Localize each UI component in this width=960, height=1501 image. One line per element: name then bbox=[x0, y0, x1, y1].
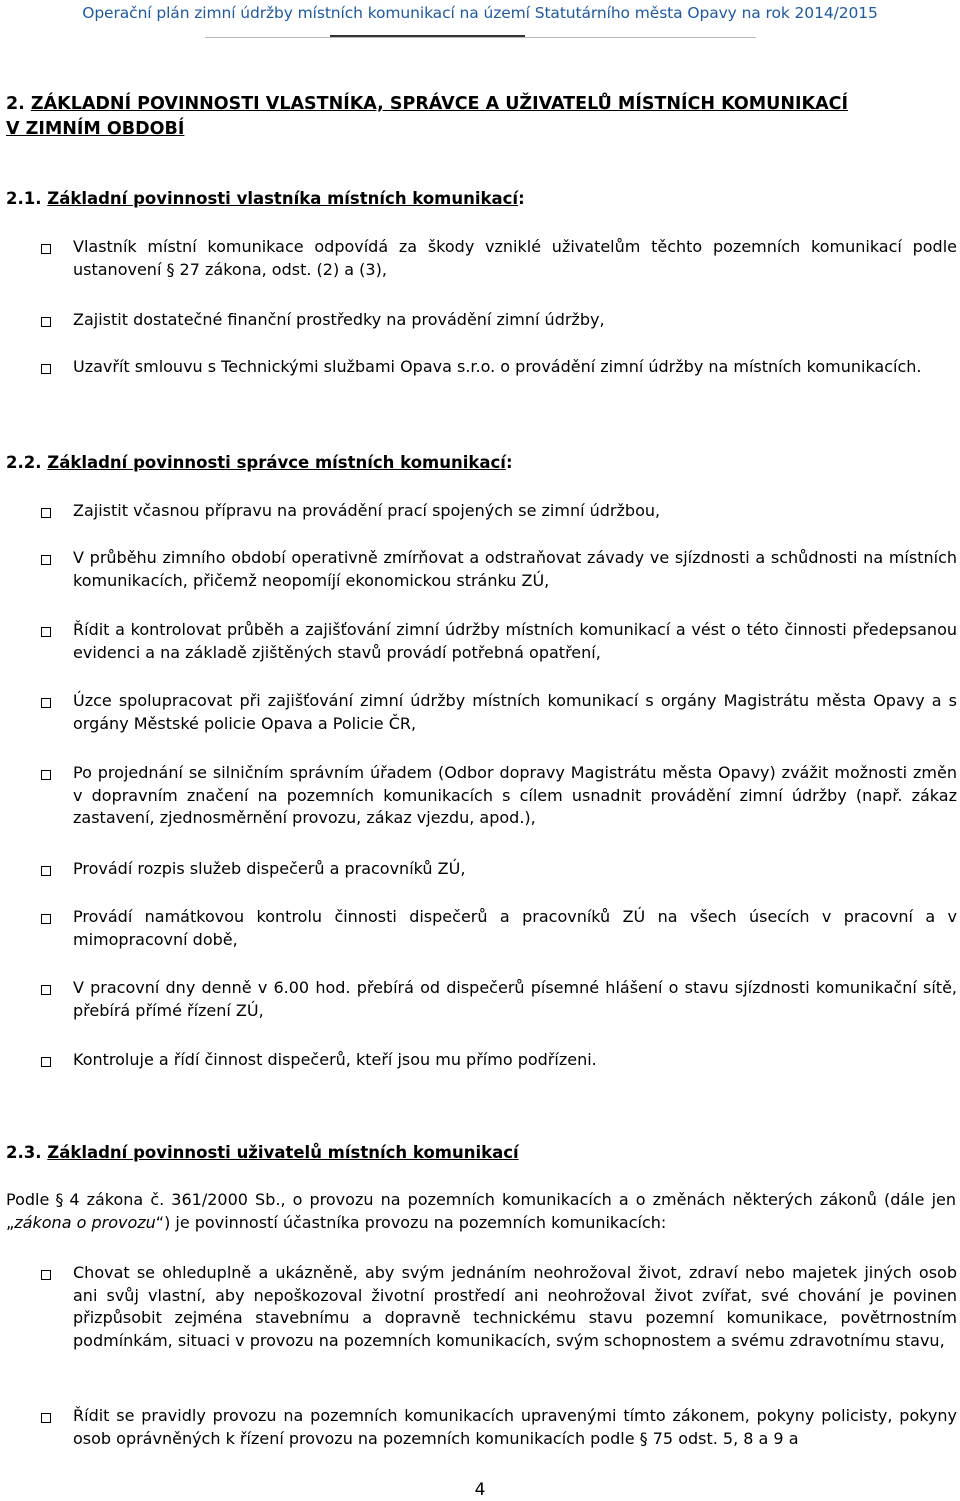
checkbox-bullet-icon bbox=[41, 555, 51, 565]
list-item-text: Provádí namátkovou kontrolu činnosti dispečerů a pracovníků ZÚ na všech úsecích v pracovní a v mimopracovní době, bbox=[73, 907, 957, 949]
checkbox-bullet-icon bbox=[41, 1057, 51, 1067]
list-item-text: Řídit a kontrolovat průběh a zajišťování zimní údržby místních komunikací a vést o této činnosti předepsanou evidenci a na základě zjištěných stavů provádí potřebná opatření, bbox=[73, 620, 957, 662]
section-sign: § bbox=[55, 1190, 64, 1209]
list-item-text: V průběhu zimního období operativně zmírňovat a odstraňovat závady ve sjízdnosti a schůdnosti na místních komunikacích, přičemž neopomíjí ekonomickou stránku ZÚ, bbox=[73, 548, 957, 590]
header-rule bbox=[205, 37, 756, 38]
list-item-text: Zajistit včasnou přípravu na provádění prací spojených se zimní údržbou, bbox=[73, 501, 661, 520]
chapter-title-line2: V ZIMNÍM OBDOBÍ bbox=[6, 119, 185, 139]
list-item-text: Úzce spolupracovat při zajišťování zimní údržby místních komunikací s orgány Magistrátu města Opavy a s orgány Městské policie Opava a Policie ČR, bbox=[73, 691, 957, 733]
running-header: Operační plán zimní údržby místních komunikací na území Statutárního města Opavy na rok 2014/2015 bbox=[82, 4, 878, 22]
section-number: 2.3. bbox=[6, 1143, 42, 1162]
list-item-text: Chovat se ohleduplně a ukázněně, aby svým jednáním neohrožoval život, zdraví nebo majetek jiných osob ani svůj vlastní, aby nepoškozoval životní prostředí ani neohrožoval život zvířat, své chování je povinen přizpůsobit zejména stavebnímu a dopravně technickému stavu pozemní komunikace, povětrnostním podmínkám, situaci v provozu na pozemních komunikacích, svým schopnostem a svému zdravotnímu stavu, bbox=[73, 1263, 957, 1350]
checkbox-bullet-icon bbox=[41, 914, 51, 924]
section-colon: : bbox=[505, 453, 513, 472]
checkbox-bullet-icon bbox=[41, 1413, 51, 1423]
checkbox-bullet-icon bbox=[41, 1270, 51, 1280]
section-2-2-heading bbox=[6, 452, 513, 474]
page-number: 4 bbox=[474, 1480, 486, 1500]
intro-italic: zákona o provozu bbox=[14, 1212, 156, 1232]
section-2-3-heading bbox=[6, 1142, 519, 1164]
checkbox-bullet-icon bbox=[41, 244, 51, 254]
list-item-text: V pracovní dny denně v 6.00 hod. přebírá od dispečerů písemné hlášení o stavu sjízdnosti komunikační sítě, přebírá přímé řízení ZÚ, bbox=[73, 978, 957, 1020]
intro-text: “) je povinností účastníka provozu na pozemních komunikacích: bbox=[155, 1212, 667, 1232]
list-item-text: Zajistit dostatečné finanční prostředky na provádění zimní údržby, bbox=[73, 310, 605, 329]
section-title: Základní povinnosti správce místních komunikací bbox=[47, 453, 506, 472]
section-title: Základní povinnosti vlastníka místních komunikací bbox=[47, 189, 519, 208]
section-2-1-heading bbox=[6, 188, 525, 210]
section-number: 2.1. bbox=[6, 189, 42, 208]
intro-text: 4 zákona č. 361/2000 Sb., o provozu na pozemních komunikacích a o změnách některých zákonů (dále jen „ bbox=[6, 1190, 956, 1232]
checkbox-bullet-icon bbox=[41, 508, 51, 518]
checkbox-bullet-icon bbox=[41, 364, 51, 374]
section-colon: : bbox=[518, 189, 525, 208]
intro-text: Podle bbox=[6, 1190, 50, 1209]
list-item-text: Kontroluje a řídí činnost dispečerů, kteří jsou mu přímo podřízeni. bbox=[73, 1050, 597, 1069]
list-item-text: Provádí rozpis služeb dispečerů a pracovníků ZÚ, bbox=[73, 859, 466, 878]
list-item-text: Po projednání se silničním správním úřadem (Odbor dopravy Magistrátu města Opavy) zvážit možnosti změn v dopravním značení na pozemních komunikacích s cílem usnadnit provádění zimní údržby (např. zákaz zastavení, zjednosměrnění provozu, zákaz vjezdu, apod.), bbox=[73, 763, 957, 827]
list-item-text: Řídit se pravidly provozu na pozemních komunikacích upravenými tímto zákonem, pokyny policisty, pokyny osob oprávněných k řízení provozu na pozemních komunikacích podle § 75 odst. 5, 8 a 9 a bbox=[73, 1406, 957, 1448]
checkbox-bullet-icon bbox=[41, 866, 51, 876]
checkbox-bullet-icon bbox=[41, 985, 51, 995]
checkbox-bullet-icon bbox=[41, 698, 51, 708]
header-rule-accent bbox=[330, 35, 525, 37]
section-title: Základní povinnosti uživatelů místních komunikací bbox=[47, 1143, 519, 1162]
list-item-text: Uzavřít smlouvu s Technickými službami Opava s.r.o. o provádění zimní údržby na místních komunikacích. bbox=[73, 357, 922, 376]
checkbox-bullet-icon bbox=[41, 627, 51, 637]
chapter-title-line1: ZÁKLADNÍ POVINNOSTI VLASTNÍKA, SPRÁVCE A UŽIVATELŮ MÍSTNÍCH KOMUNIKACÍ bbox=[30, 94, 848, 114]
checkbox-bullet-icon bbox=[41, 317, 51, 327]
chapter-number: 2. bbox=[6, 94, 25, 114]
section-number: 2.2. bbox=[6, 453, 42, 472]
chapter-heading bbox=[6, 92, 956, 142]
list-item-text: Vlastník místní komunikace odpovídá za škody vzniklé uživatelům těchto pozemních komunikací podle ustanovení § 27 zákona, odst. (2) a (3), bbox=[73, 237, 957, 279]
checkbox-bullet-icon bbox=[41, 770, 51, 780]
section-intro-paragraph bbox=[6, 1189, 956, 1234]
